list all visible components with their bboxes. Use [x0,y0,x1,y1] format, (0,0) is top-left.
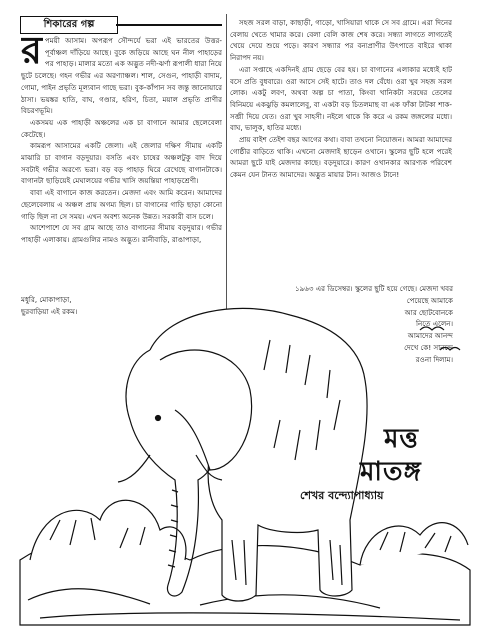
paragraph-2: একসময় এক পাহাড়ী অঞ্চলের এক চা বাগানে আমার ছেলেবেলা কেটেছে। [21,117,222,139]
lower-line-2: ছুরবাড়িয়া এই রকম। [21,306,78,316]
wrapped-text-right: পেয়েছে আমাকে আর ছোটবোনকে নিতে এলেন। আমাদের আনন্দ দেখে কে! সানন্দে রওনা দিলাম। [404,296,453,364]
paragraph-4: বাবা এই বাগানে কাজ করতেন। মেজদা এবং আমি করেন। আমাদের ছেলেবেলায় এ অঞ্চল প্রায় অগম্য ছিল। চা বাগানের গাড়ি ছাড়া কোনো গাড়ি ছিল না সে সময়। এখন অবশ্য অনেক উন্নত। সরকারী বাস চলে। [21,188,222,221]
right-paragraph-2: এরা সপ্তাহে একদিনই গ্রাম ছেড়ে বের হয়। চা বাগানের এলাকার মধ্যেই হাট বসে প্রতি বুধবারে। ওরা আসে সেই হাটে। তাও দল বেঁধে। ওরা খুব সহজ সরল লোক। একটু লবণ, অথবা অল্প চা পাতা, কিংবা খানিকটা সরষের তেলের বিনিময়ে একঝুড়ি কমলালেবু, বা একটা বড় চিতলমাছ বা এক ফাঁকা টাটকা শাক-সব্জী দিয়ে যেত। ওরা খুব সাহসী। নইলে থাকে কি করে এ রকম জঙ্গলের মধ্যে। বাঘ, ভালুক, হাতির মধ্যে। [230,64,452,133]
title-line-1: মত্ত [384,424,420,454]
right-paragraph-1: সহজ সরল বাড়া, কাছাড়ী, গাড়ো, খাসিয়ারা থাকে সে সব গ্রামে। এরা দিনের বেলায় খেতে খামার করে। বেলা বেলি কাজ শেষ করে। সন্ধ্যা লাগতে লাগতেই খেয়ে দেয়ে শুয়ে পড়ে। কারণ সন্ধ্যার পর বন্যপ্রাণীর উৎপাতে বাইরে থাকা নিরাপদ নয়। [230,18,452,63]
section-label: শিকারের গল্প [20,16,118,34]
paragraph-1: রপময়ী আসাম। অপরূপ সৌন্দর্যে ভরা এই ভারতের উত্তর-পূর্বাঞ্চল দাঁড়িয়ে আছে। বুকে জড়িয়ে আছে ঘন নীল পাহাড়ের পর পাহাড়। মালার মতো এক অদ্ভুত নদী-ঝর্ণা রূপালী ধারা নিয়ে ছুটে চলেছে। গহন গভীর এর অরণ্যাঞ্চল। শাল, সেগুন, পাহাড়ী বাদাম, গোমা, পাইন প্রভৃতি মূল্যবান গাছে ভরা। বুক-কাঁপান সব জন্তু জানোয়ারে ঠাসা। ভয়ঙ্কর হাতি, বাঘ, গণ্ডার, হরিণ, চিতা, ময়াল প্রভৃতি প্রাণীর বিচরণভূমি। [21,35,222,116]
right-paragraph-3: প্রায় বাইশ তেইশ বছর আগের কথা। বাবা তখনো নিয়োজন। আমরা আমাদের গোষ্ঠীর বাড়িতে থাকি। এখনো মেজদাই ছাড়েন ওখানে। স্কুলের ছুটি হলে পরেই আমরা ছুটে যাই মেজদার কাছে। বড়দুয়ারে। কারণ ওখানকার আরণ্যক পরিবেশ কেমন যেন টানত আমাদের। অদ্ভুত মায়ার টান। আজও টানে! [230,135,452,180]
drop-cap: র [21,35,42,72]
wrapped-text-line: ১৯৬৩ এর ডিসেম্বর। স্কুলের ছুটি হয়ে গেছে। মেজদা খবর [295,284,453,293]
title-line-2: মাতঙ্গ [360,457,422,487]
author-name: শেখর বন্দ্যোপাধ্যায় [300,489,384,502]
paragraph-5: আশেপাশে যে সব গ্রাম আছে তাও বাগানের সীমায় বড়দুয়ার। গভীর পাহাড়ী এলাকায়। গ্রামগুলির নামও অদ্ভুত। রানীবাড়ি, রাঙাপাড়া, [21,223,222,244]
paragraph-3: কামরূপ আসামের একটি জেলা। এই জেলার দক্ষিণ সীমায় একটি মাঝারি চা বাগান বড়দুয়ার। বসতি এবং চাষের অঞ্চলটুকু বাদ দিয়ে সবটাই গভীর অরণ্যে ভরা। বড় বড় পাহাড় ঘিরে রেখেছে বাগানটাকে। বাগানটা ছাড়িয়েই মেঘালয়ের গভীর খাসি জয়ন্তিয়া পাহাড়শ্রেণী। [21,141,222,186]
lower-line-1: মধুরি, মোকাপাড়া, [21,295,72,304]
